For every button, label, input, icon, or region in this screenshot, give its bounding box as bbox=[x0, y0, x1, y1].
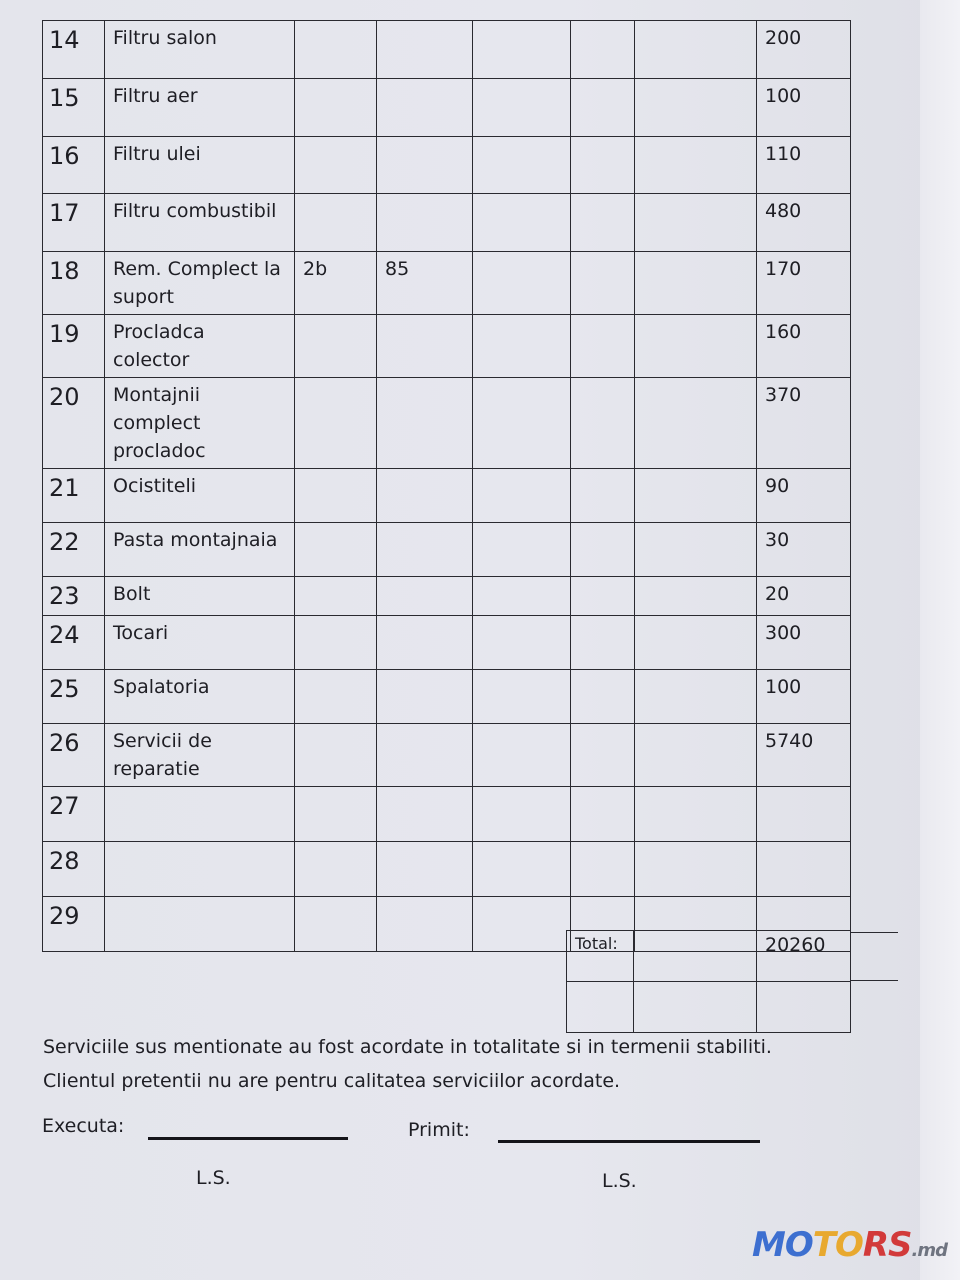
item-name: Bolt bbox=[105, 577, 295, 616]
paper-edge bbox=[920, 0, 960, 1280]
item-price: 300 bbox=[757, 616, 851, 670]
row-number: 22 bbox=[43, 523, 105, 577]
row-number: 25 bbox=[43, 670, 105, 724]
item-col-5 bbox=[473, 842, 571, 897]
item-col-3: 2b bbox=[295, 252, 377, 315]
item-col-6 bbox=[571, 616, 635, 670]
item-col-6 bbox=[571, 378, 635, 469]
item-col-3 bbox=[295, 670, 377, 724]
item-col-6 bbox=[571, 194, 635, 252]
ls-left: L.S. bbox=[196, 1167, 231, 1189]
item-col-6 bbox=[571, 724, 635, 787]
item-col-5 bbox=[473, 252, 571, 315]
item-col-4 bbox=[377, 724, 473, 787]
item-name: Rem. Complect la suport bbox=[105, 252, 295, 315]
item-col-3 bbox=[295, 897, 377, 952]
item-col-7 bbox=[635, 469, 757, 523]
executa-signature-line bbox=[148, 1137, 348, 1140]
item-col-3 bbox=[295, 724, 377, 787]
item-col-5 bbox=[473, 315, 571, 378]
item-price: 480 bbox=[757, 194, 851, 252]
item-col-6 bbox=[571, 137, 635, 194]
item-price: 20 bbox=[757, 577, 851, 616]
item-col-4: 85 bbox=[377, 252, 473, 315]
item-price: 5740 bbox=[757, 724, 851, 787]
item-price: 370 bbox=[757, 378, 851, 469]
row-number: 16 bbox=[43, 137, 105, 194]
logo-part-mo: MO bbox=[752, 1225, 813, 1265]
row-number: 29 bbox=[43, 897, 105, 952]
item-name: Filtru combustibil bbox=[105, 194, 295, 252]
row-number: 21 bbox=[43, 469, 105, 523]
statement-line-1: Serviciile sus mentionate au fost acordate in totalitate si in termenii stabiliti. bbox=[43, 1036, 772, 1058]
item-col-3 bbox=[295, 137, 377, 194]
item-name: Filtru aer bbox=[105, 79, 295, 137]
item-col-3 bbox=[295, 194, 377, 252]
table-row bbox=[43, 79, 851, 137]
item-price bbox=[757, 842, 851, 897]
item-col-4 bbox=[377, 315, 473, 378]
row-number: 18 bbox=[43, 252, 105, 315]
item-col-7 bbox=[635, 842, 757, 897]
total-label: Total: bbox=[567, 931, 634, 982]
statement-line-2: Clientul pretentii nu are pentru calitatea serviciilor acordate. bbox=[43, 1070, 621, 1092]
primit-label: Primit: bbox=[408, 1119, 470, 1141]
statement bbox=[43, 1030, 772, 1098]
item-price: 100 bbox=[757, 79, 851, 137]
item-col-3 bbox=[295, 79, 377, 137]
item-col-7 bbox=[635, 252, 757, 315]
item-col-6 bbox=[571, 79, 635, 137]
item-col-6 bbox=[571, 842, 635, 897]
item-col-4 bbox=[377, 842, 473, 897]
item-col-4 bbox=[377, 523, 473, 577]
item-col-5 bbox=[473, 670, 571, 724]
total-empty-cell bbox=[634, 931, 757, 982]
blank-cell bbox=[634, 982, 757, 1033]
item-price: 110 bbox=[757, 137, 851, 194]
totals-extension-line bbox=[850, 932, 898, 933]
item-col-4 bbox=[377, 897, 473, 952]
item-col-3 bbox=[295, 469, 377, 523]
item-col-5 bbox=[473, 79, 571, 137]
row-number: 24 bbox=[43, 616, 105, 670]
item-col-4 bbox=[377, 577, 473, 616]
executa-label: Executa: bbox=[42, 1115, 125, 1137]
item-name: Spalatoria bbox=[105, 670, 295, 724]
row-number: 19 bbox=[43, 315, 105, 378]
row-number: 15 bbox=[43, 79, 105, 137]
total-value: 20260 bbox=[757, 931, 851, 982]
item-name: Ocistiteli bbox=[105, 469, 295, 523]
item-col-6 bbox=[571, 787, 635, 842]
item-col-6 bbox=[571, 577, 635, 616]
row-number: 23 bbox=[43, 577, 105, 616]
logo-part-md: .md bbox=[911, 1240, 948, 1261]
item-name: Pasta montajnaia bbox=[105, 523, 295, 577]
item-price: 200 bbox=[757, 21, 851, 79]
item-col-7 bbox=[635, 724, 757, 787]
table-row bbox=[43, 378, 851, 469]
item-col-7 bbox=[635, 616, 757, 670]
item-col-4 bbox=[377, 378, 473, 469]
item-col-3 bbox=[295, 315, 377, 378]
items-table bbox=[42, 20, 851, 952]
item-col-7 bbox=[635, 523, 757, 577]
totals-extension-line bbox=[850, 980, 898, 981]
item-col-5 bbox=[473, 469, 571, 523]
table-row bbox=[43, 252, 851, 315]
item-col-5 bbox=[473, 194, 571, 252]
item-col-6 bbox=[571, 21, 635, 79]
row-number: 28 bbox=[43, 842, 105, 897]
item-name bbox=[105, 787, 295, 842]
item-col-7 bbox=[635, 194, 757, 252]
totals-blank-row bbox=[567, 982, 851, 1033]
item-col-3 bbox=[295, 787, 377, 842]
item-col-4 bbox=[377, 787, 473, 842]
table-row bbox=[43, 842, 851, 897]
item-col-5 bbox=[473, 523, 571, 577]
logo-part-to: TO bbox=[812, 1225, 863, 1265]
item-col-7 bbox=[635, 21, 757, 79]
item-col-4 bbox=[377, 469, 473, 523]
item-name: Tocari bbox=[105, 616, 295, 670]
table-row bbox=[43, 523, 851, 577]
row-number: 14 bbox=[43, 21, 105, 79]
item-col-3 bbox=[295, 523, 377, 577]
item-name: Filtru salon bbox=[105, 21, 295, 79]
row-number: 26 bbox=[43, 724, 105, 787]
blank-cell bbox=[757, 982, 851, 1033]
item-col-4 bbox=[377, 21, 473, 79]
item-col-7 bbox=[635, 787, 757, 842]
item-price bbox=[757, 787, 851, 842]
item-name: Filtru ulei bbox=[105, 137, 295, 194]
motors-md-logo bbox=[752, 1225, 947, 1265]
logo-part-rs: RS bbox=[862, 1225, 912, 1265]
item-name: Servicii de reparatie bbox=[105, 724, 295, 787]
table-row bbox=[43, 616, 851, 670]
totals-table bbox=[566, 930, 851, 1033]
item-col-5 bbox=[473, 787, 571, 842]
item-col-4 bbox=[377, 137, 473, 194]
item-price: 170 bbox=[757, 252, 851, 315]
item-col-4 bbox=[377, 616, 473, 670]
table-row bbox=[43, 194, 851, 252]
item-col-6 bbox=[571, 523, 635, 577]
item-name: Montajnii complect procladoc bbox=[105, 378, 295, 469]
ls-right: L.S. bbox=[602, 1170, 637, 1192]
item-name bbox=[105, 897, 295, 952]
primit-signature-line bbox=[498, 1140, 760, 1143]
blank-cell bbox=[567, 982, 634, 1033]
totals-row bbox=[567, 931, 851, 982]
table-row bbox=[43, 577, 851, 616]
item-col-3 bbox=[295, 616, 377, 670]
item-col-4 bbox=[377, 79, 473, 137]
row-number: 20 bbox=[43, 378, 105, 469]
item-col-5 bbox=[473, 378, 571, 469]
item-col-6 bbox=[571, 670, 635, 724]
item-price: 90 bbox=[757, 469, 851, 523]
item-col-7 bbox=[635, 137, 757, 194]
row-number: 17 bbox=[43, 194, 105, 252]
item-price: 100 bbox=[757, 670, 851, 724]
table-row bbox=[43, 787, 851, 842]
item-name bbox=[105, 842, 295, 897]
item-col-5 bbox=[473, 616, 571, 670]
item-col-7 bbox=[635, 315, 757, 378]
item-col-7 bbox=[635, 79, 757, 137]
item-col-5 bbox=[473, 137, 571, 194]
item-col-5 bbox=[473, 21, 571, 79]
item-col-3 bbox=[295, 577, 377, 616]
item-col-3 bbox=[295, 378, 377, 469]
item-col-5 bbox=[473, 724, 571, 787]
row-number: 27 bbox=[43, 787, 105, 842]
item-col-5 bbox=[473, 897, 571, 952]
item-col-7 bbox=[635, 670, 757, 724]
item-price: 30 bbox=[757, 523, 851, 577]
item-col-7 bbox=[635, 378, 757, 469]
table-row bbox=[43, 315, 851, 378]
item-col-3 bbox=[295, 21, 377, 79]
item-col-3 bbox=[295, 842, 377, 897]
item-col-4 bbox=[377, 194, 473, 252]
item-col-6 bbox=[571, 469, 635, 523]
item-price: 160 bbox=[757, 315, 851, 378]
item-col-4 bbox=[377, 670, 473, 724]
table-row bbox=[43, 21, 851, 79]
table-row bbox=[43, 724, 851, 787]
item-col-6 bbox=[571, 252, 635, 315]
table-row bbox=[43, 670, 851, 724]
item-col-5 bbox=[473, 577, 571, 616]
item-col-6 bbox=[571, 315, 635, 378]
item-col-7 bbox=[635, 577, 757, 616]
table-row bbox=[43, 137, 851, 194]
item-name: Procladca colector bbox=[105, 315, 295, 378]
table-row bbox=[43, 469, 851, 523]
